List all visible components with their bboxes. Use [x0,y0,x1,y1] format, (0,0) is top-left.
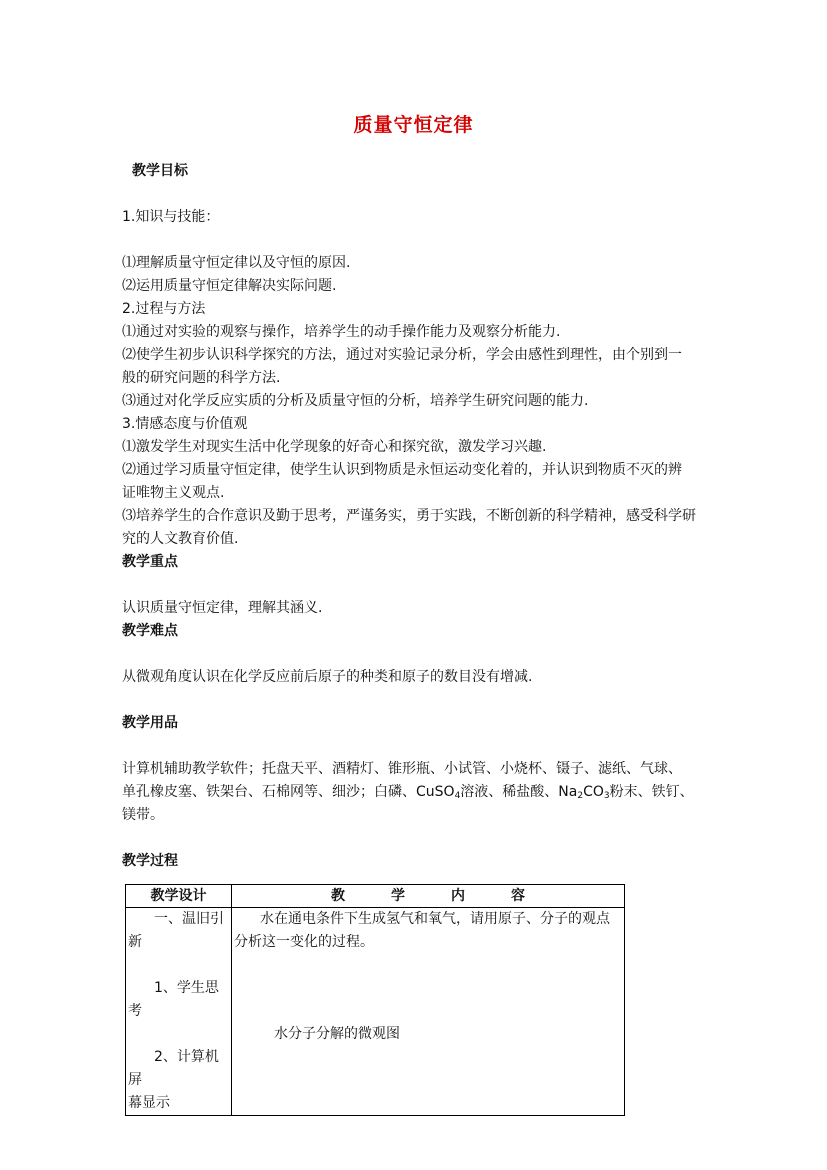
header-content-text: 教学内容 [331,888,571,904]
materials-line: 镁带。 [122,807,164,823]
difficulty-text: 从微观角度认识在化学反应前后原子的种类和原子的数目没有增减. [122,669,533,685]
header-content [232,885,625,908]
section-attitude: 3.情感态度与价值观 [122,416,248,432]
design-text: 1、学生思考 [128,980,219,1019]
materials-text: CO [583,784,604,800]
subscript: 2 [577,791,584,801]
attitude-item: ⑴激发学生对现实生活中化学现象的好奇心和探究欲，激发学习兴趣. [122,439,547,455]
materials-line: 计算机辅助教学软件；托盘天平、酒精灯、锥形瓶、小试管、小烧杯、镊子、滤纸、气球、 [122,761,682,777]
design-text: 一、温旧引 [154,911,224,927]
process-item: ⑶通过对化学反应实质的分析及质量守恒的分析，培养学生研究问题的能力. [122,393,589,409]
design-text: 2、计算机屏 [128,1049,219,1088]
content-text: 水分子分解的微观图 [274,1026,400,1042]
content-text: 水在通电条件下生成氢气和氧气，请用原子、分子的观点 [260,911,610,927]
key-point-text: 认识质量守恒定律，理解其涵义. [122,600,323,616]
difficulty-heading: 教学难点 [122,623,178,639]
section-knowledge: 1.知识与技能： [122,209,220,225]
attitude-item: 证唯物主义观点. [122,485,225,501]
knowledge-item: ⑵运用质量守恒定律解决实际问题. [122,278,337,294]
section-process: 2.过程与方法 [122,301,206,317]
attitude-item: ⑵通过学习质量守恒定律，使学生认识到物质是永恒运动变化着的，并认识到物质不灭的辨 [122,462,682,478]
subscript: 4 [454,791,461,801]
design-cell [126,908,232,1116]
lesson-table [125,884,625,1116]
header-design: 教学设计 [126,885,232,908]
process-item: ⑵使学生初步认识科学探究的方法，通过对实验记录分析，学会由感性到理性，由个别到一 [122,347,682,363]
document-body [122,160,712,873]
attitude-item: 究的人文教育价值. [122,531,239,547]
knowledge-item: ⑴理解质量守恒定律以及守恒的原因. [122,255,351,271]
key-point-heading: 教学重点 [122,554,178,570]
attitude-item: ⑶培养学生的合作意识及勤于思考，严谨务实，勇于实践，不断创新的科学精神，感受科学研 [122,508,696,524]
materials-line [122,781,712,804]
design-text: 幕显示 [128,1095,170,1111]
content-text: 分析这一变化的过程。 [234,934,374,950]
process-heading: 教学过程 [122,853,178,869]
process-item: ⑴通过对实验的观察与操作，培养学生的动手操作能力及观察分析能力. [122,324,561,340]
subscript: 3 [603,791,610,801]
materials-text: 粉末、铁钉、 [609,784,694,800]
materials-text: 单孔橡皮塞、铁架台、石棉网等、细沙；白磷、CuSO [122,784,455,800]
materials-text: 溶液、稀盐酸、Na [460,784,578,800]
objectives-heading: 教学目标 [132,163,188,179]
process-item: 般的研究问题的科学方法. [122,370,281,386]
materials-heading: 教学用品 [122,715,178,731]
page-title: 质量守恒定律 [353,114,474,136]
design-text: 新 [128,934,142,950]
content-cell [232,908,625,1116]
table-row [126,908,625,1116]
table-header-row [126,885,625,908]
